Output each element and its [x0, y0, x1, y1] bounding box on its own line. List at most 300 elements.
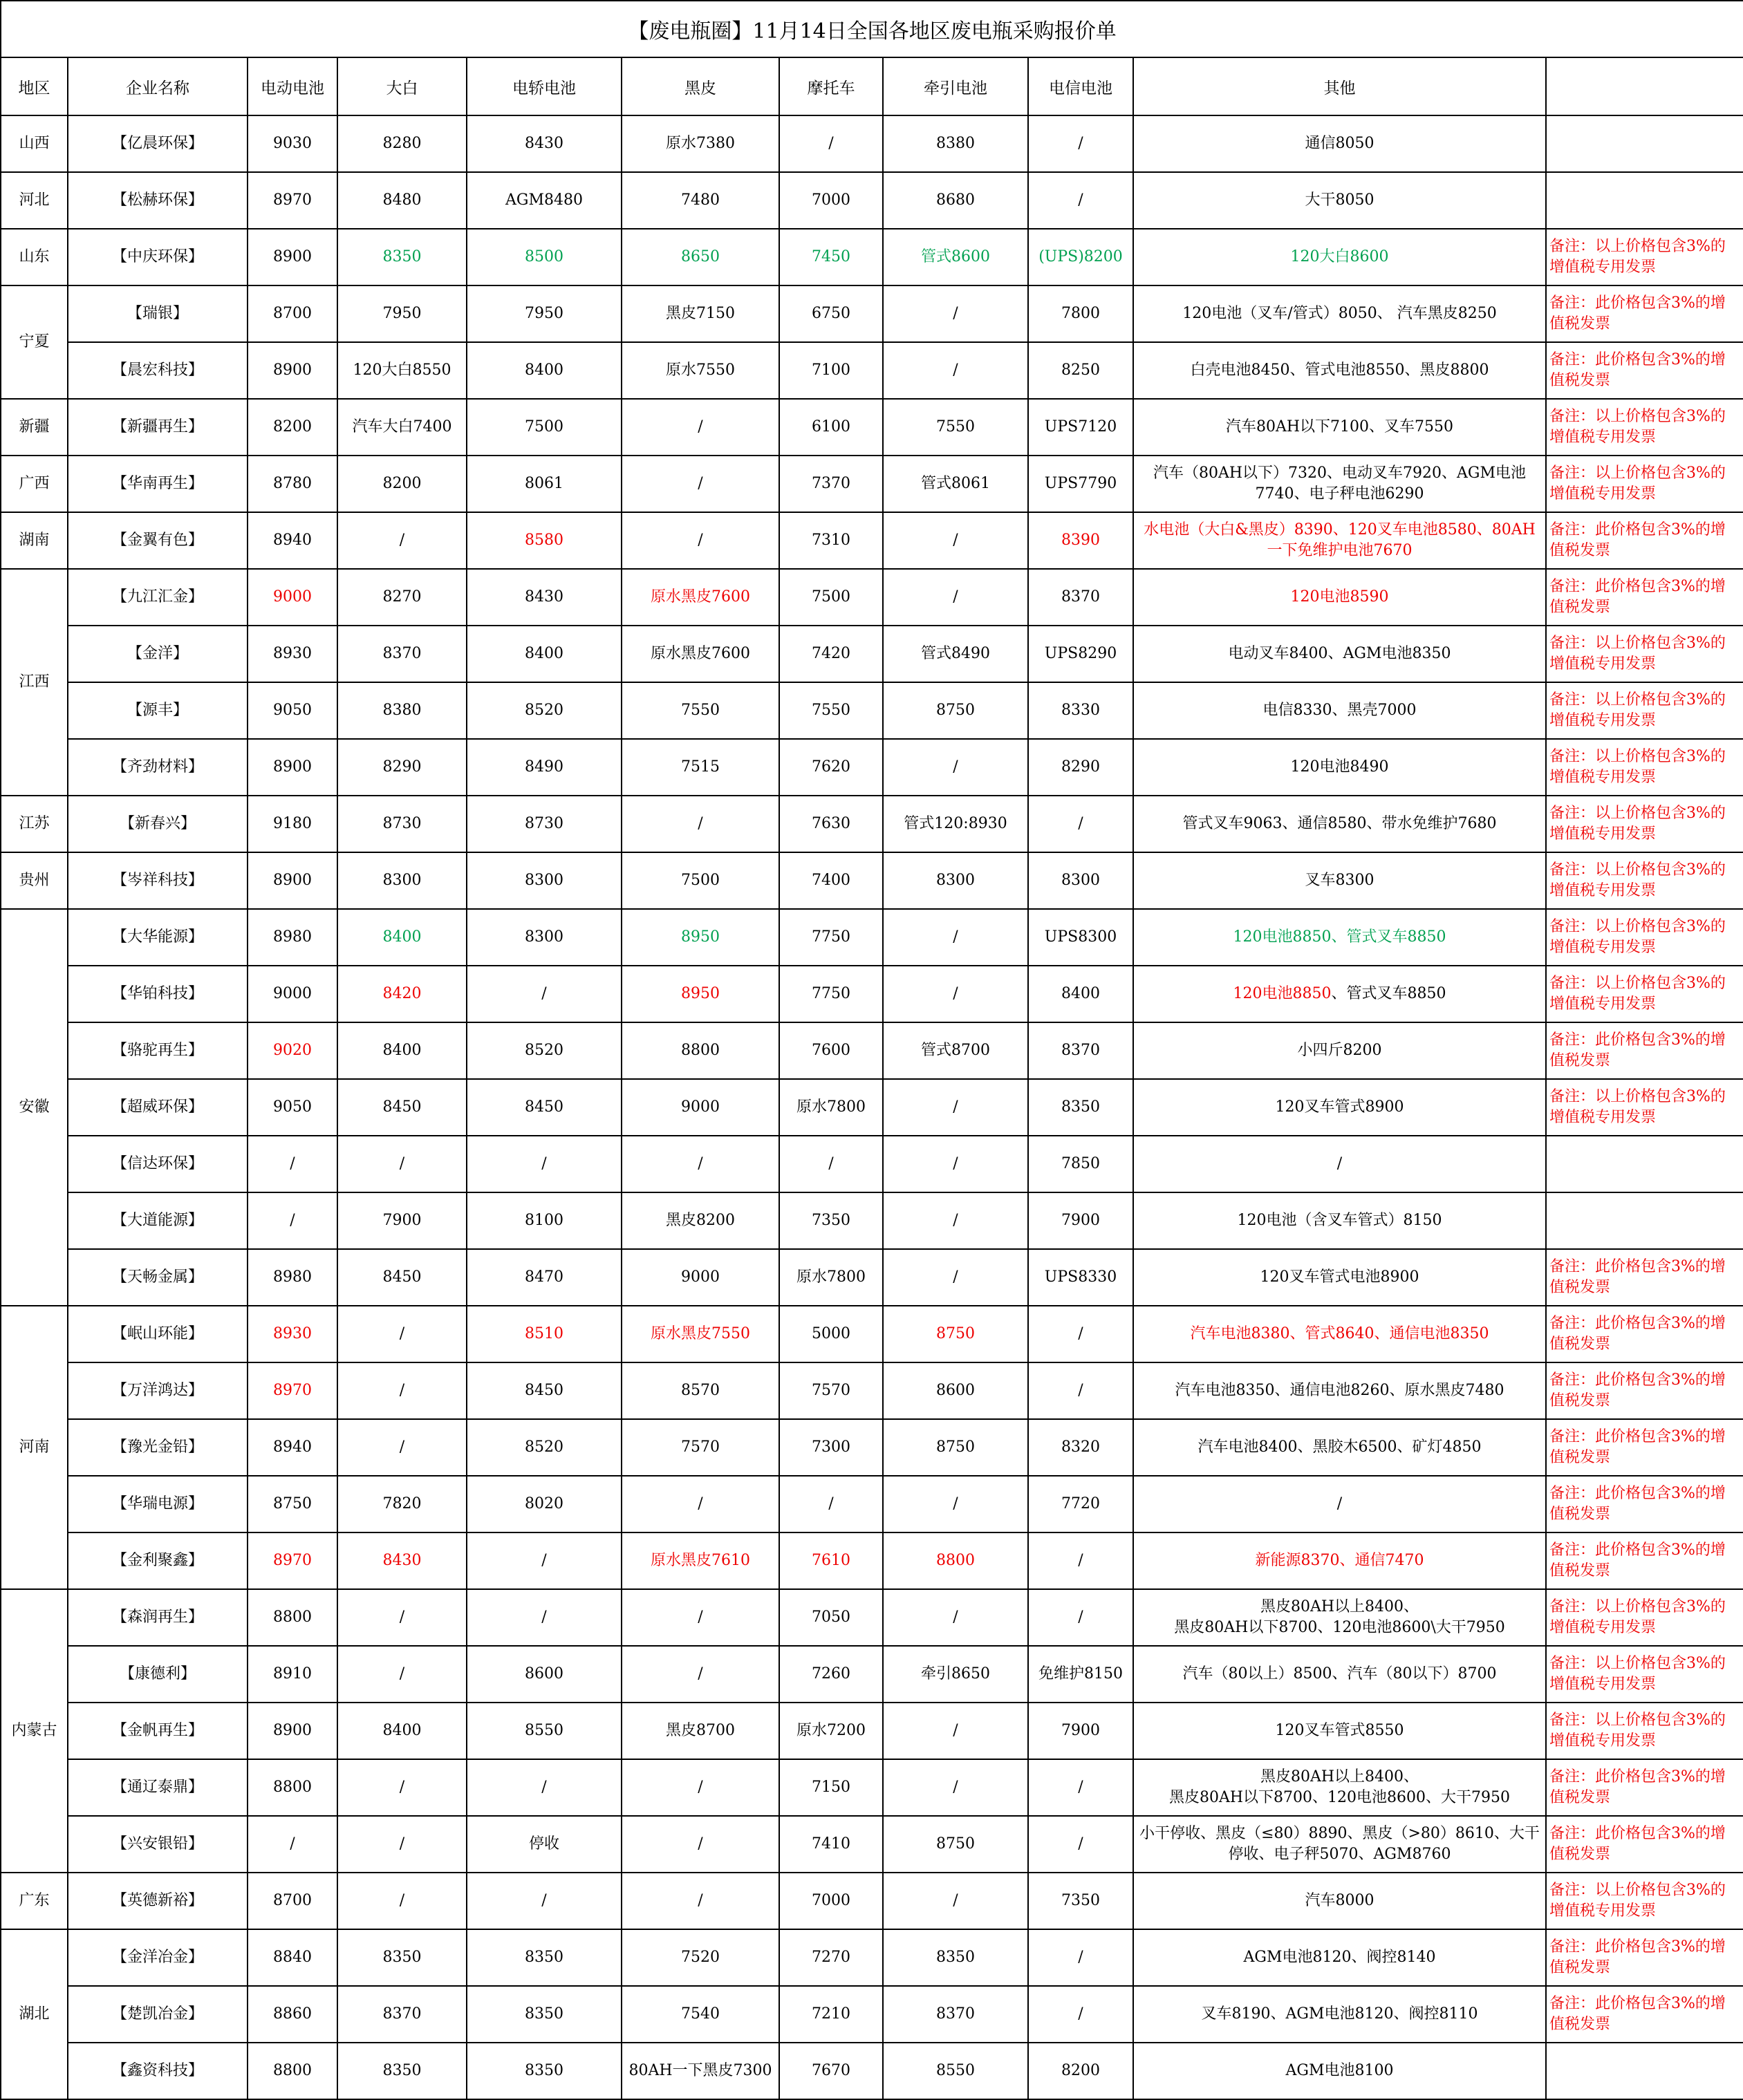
traction-battery-cell: /	[883, 1476, 1028, 1532]
telecom-battery-cell: 8290	[1028, 739, 1133, 796]
traction-battery-cell: 管式8490	[883, 626, 1028, 682]
traction-battery-cell: /	[883, 1249, 1028, 1306]
electric-battery-cell: 8940	[248, 512, 337, 569]
motorcycle-cell: 6100	[779, 399, 883, 456]
other-cell: 汽车80AH以下7100、叉车7550	[1133, 399, 1546, 456]
electric-battery-cell: 8800	[248, 2043, 337, 2099]
note-cell: 备注：此价格包含3%的增值税发票	[1546, 1759, 1743, 1816]
other-cell: 汽车（80以上）8500、汽车（80以下）8700	[1133, 1646, 1546, 1703]
other-cell: 小干停收、黑皮（≤80）8890、黑皮（>80）8610、大干停收、电子秤5070、AGM8760	[1133, 1816, 1546, 1873]
electric-battery-cell: /	[248, 1816, 337, 1873]
motorcycle-cell: 7050	[779, 1589, 883, 1646]
other-cell: 汽车8000	[1133, 1873, 1546, 1929]
traction-battery-cell: /	[883, 1703, 1028, 1759]
heipi-cell: 8950	[622, 909, 779, 966]
other-cell: 120叉车管式8900	[1133, 1079, 1546, 1136]
company-cell: 【通辽泰鼎】	[68, 1759, 248, 1816]
sedan-battery-cell: 8730	[467, 796, 622, 852]
motorcycle-cell: 5000	[779, 1306, 883, 1362]
region-cell: 宁夏	[1, 285, 68, 399]
table-row	[1, 682, 1743, 739]
other-cell: 汽车电池8350、通信电池8260、原水黑皮7480	[1133, 1362, 1546, 1419]
company-cell: 【英德新裕】	[68, 1873, 248, 1929]
note-cell: 备注：以上价格包含3%的增值税专用发票	[1546, 1873, 1743, 1929]
motorcycle-cell: 7500	[779, 569, 883, 626]
company-cell: 【源丰】	[68, 682, 248, 739]
note-cell	[1546, 115, 1743, 172]
electric-battery-cell: 8840	[248, 1929, 337, 1986]
company-cell: 【齐劲材料】	[68, 739, 248, 796]
electric-battery-cell: 8980	[248, 1249, 337, 1306]
motorcycle-cell: 7550	[779, 682, 883, 739]
sedan-battery-cell: /	[467, 1589, 622, 1646]
company-cell: 【九江汇金】	[68, 569, 248, 626]
electric-battery-cell: 8970	[248, 1362, 337, 1419]
table-row	[1, 172, 1743, 229]
telecom-battery-cell: (UPS)8200	[1028, 229, 1133, 285]
heipi-cell: /	[622, 1646, 779, 1703]
motorcycle-cell: 7000	[779, 172, 883, 229]
motorcycle-cell: 7260	[779, 1646, 883, 1703]
traction-battery-header: 牵引电池	[883, 57, 1028, 115]
other-cell: 水电池（大白&黑皮）8390、120叉车电池8580、80AH一下免维护电池7670	[1133, 512, 1546, 569]
region-cell: 湖北	[1, 1929, 68, 2099]
note-cell: 备注：此价格包含3%的增值税发票	[1546, 1929, 1743, 1986]
note-cell: 备注：以上价格包含3%的增值税专用发票	[1546, 682, 1743, 739]
company-cell: 【超威环保】	[68, 1079, 248, 1136]
region-header: 地区	[1, 57, 68, 115]
heipi-cell: /	[622, 512, 779, 569]
dabai-cell: 8270	[337, 569, 467, 626]
note-cell	[1546, 1192, 1743, 1249]
table-row	[1, 399, 1743, 456]
telecom-battery-cell: /	[1028, 1362, 1133, 1419]
motorcycle-header: 摩托车	[779, 57, 883, 115]
motorcycle-cell: 7310	[779, 512, 883, 569]
electric-battery-cell: 8800	[248, 1589, 337, 1646]
company-cell: 【金洋】	[68, 626, 248, 682]
other-cell: AGM电池8120、阀控8140	[1133, 1929, 1546, 1986]
table-row	[1, 115, 1743, 172]
table-row	[1, 1646, 1743, 1703]
table-row	[1, 285, 1743, 342]
sedan-battery-cell: 8470	[467, 1249, 622, 1306]
region-cell: 安徽	[1, 909, 68, 1306]
dabai-cell: 8400	[337, 909, 467, 966]
company-cell: 【信达环保】	[68, 1136, 248, 1192]
traction-battery-cell: /	[883, 569, 1028, 626]
telecom-battery-cell: 8390	[1028, 512, 1133, 569]
sedan-battery-cell: 停收	[467, 1816, 622, 1873]
electric-battery-cell: 8860	[248, 1986, 337, 2043]
other-cell: 120大白8600	[1133, 229, 1546, 285]
dabai-cell: 7950	[337, 285, 467, 342]
heipi-cell: /	[622, 1589, 779, 1646]
traction-battery-cell: 8350	[883, 1929, 1028, 1986]
motorcycle-cell: 7270	[779, 1929, 883, 1986]
sedan-battery-cell: 8490	[467, 739, 622, 796]
heipi-cell: 原水黑皮7600	[622, 626, 779, 682]
company-cell: 【大道能源】	[68, 1192, 248, 1249]
dabai-cell: 8300	[337, 852, 467, 909]
other-cell: 电动叉车8400、AGM电池8350	[1133, 626, 1546, 682]
heipi-cell: 原水黑皮7610	[622, 1532, 779, 1589]
sedan-battery-cell: 8500	[467, 229, 622, 285]
region-cell: 新疆	[1, 399, 68, 456]
electric-battery-cell: 8800	[248, 1759, 337, 1816]
electric-battery-cell: 8930	[248, 1306, 337, 1362]
electric-battery-cell: 9000	[248, 569, 337, 626]
table-row	[1, 342, 1743, 399]
traction-battery-cell: 8750	[883, 1306, 1028, 1362]
other-cell: 小四斤8200	[1133, 1022, 1546, 1079]
telecom-battery-cell: UPS7790	[1028, 456, 1133, 512]
traction-battery-cell: 8800	[883, 1532, 1028, 1589]
traction-battery-cell: 牵引8650	[883, 1646, 1028, 1703]
traction-battery-cell: /	[883, 1192, 1028, 1249]
dabai-cell: 8200	[337, 456, 467, 512]
company-cell: 【森润再生】	[68, 1589, 248, 1646]
traction-battery-cell: 7550	[883, 399, 1028, 456]
other-cell: 管式叉车9063、通信8580、带水免维护7680	[1133, 796, 1546, 852]
electric-battery-header: 电动电池	[248, 57, 337, 115]
company-cell: 【华铂科技】	[68, 966, 248, 1022]
sedan-battery-cell: 8350	[467, 1986, 622, 2043]
company-cell: 【松赫环保】	[68, 172, 248, 229]
company-cell: 【兴安银铅】	[68, 1816, 248, 1873]
sedan-battery-cell: 7950	[467, 285, 622, 342]
traction-battery-cell: /	[883, 1136, 1028, 1192]
company-cell: 【新春兴】	[68, 796, 248, 852]
dabai-cell: 8420	[337, 966, 467, 1022]
note-cell: 备注：以上价格包含3%的增值税专用发票	[1546, 456, 1743, 512]
dabai-cell: /	[337, 1589, 467, 1646]
telecom-battery-cell: /	[1028, 1589, 1133, 1646]
dabai-cell: 7900	[337, 1192, 467, 1249]
telecom-battery-cell: 7720	[1028, 1476, 1133, 1532]
heipi-cell: /	[622, 456, 779, 512]
dabai-cell: 8730	[337, 796, 467, 852]
heipi-cell: 黑皮8200	[622, 1192, 779, 1249]
company-cell: 【晨宏科技】	[68, 342, 248, 399]
note-cell: 备注：此价格包含3%的增值税发票	[1546, 569, 1743, 626]
sedan-battery-cell: 8580	[467, 512, 622, 569]
note-cell: 备注：此价格包含3%的增值税发票	[1546, 1249, 1743, 1306]
heipi-cell: 7540	[622, 1986, 779, 2043]
other-cell: 汽车（80AH以下）7320、电动叉车7920、AGM电池7740、电子秤电池6290	[1133, 456, 1546, 512]
sedan-battery-cell: 8350	[467, 2043, 622, 2099]
dabai-header: 大白	[337, 57, 467, 115]
motorcycle-cell: 7410	[779, 1816, 883, 1873]
dabai-cell: /	[337, 1136, 467, 1192]
sedan-battery-cell: AGM8480	[467, 172, 622, 229]
telecom-battery-cell: /	[1028, 1306, 1133, 1362]
region-cell: 山西	[1, 115, 68, 172]
table-row	[1, 569, 1743, 626]
heipi-cell: /	[622, 1476, 779, 1532]
other-cell: 电信8330、黑壳7000	[1133, 682, 1546, 739]
telecom-battery-cell: UPS8290	[1028, 626, 1133, 682]
traction-battery-cell: 8750	[883, 1419, 1028, 1476]
traction-battery-cell: /	[883, 1079, 1028, 1136]
sedan-battery-cell: 8400	[467, 626, 622, 682]
company-cell: 【金利聚鑫】	[68, 1532, 248, 1589]
heipi-cell: /	[622, 1136, 779, 1192]
traction-battery-cell: /	[883, 1759, 1028, 1816]
motorcycle-cell: 7620	[779, 739, 883, 796]
dabai-cell: 8370	[337, 1986, 467, 2043]
electric-battery-cell: 8900	[248, 229, 337, 285]
electric-battery-cell: 8970	[248, 172, 337, 229]
dabai-cell: 8450	[337, 1249, 467, 1306]
dabai-cell: /	[337, 1419, 467, 1476]
heipi-cell: /	[622, 1759, 779, 1816]
telecom-battery-cell: 7350	[1028, 1873, 1133, 1929]
table-row	[1, 1929, 1743, 1986]
electric-battery-cell: 8900	[248, 1703, 337, 1759]
telecom-battery-cell: 7900	[1028, 1192, 1133, 1249]
heipi-cell: 7570	[622, 1419, 779, 1476]
heipi-cell: 8650	[622, 229, 779, 285]
telecom-battery-cell: UPS8330	[1028, 1249, 1133, 1306]
telecom-battery-cell: 8320	[1028, 1419, 1133, 1476]
sedan-battery-cell: 8520	[467, 682, 622, 739]
note-cell	[1546, 172, 1743, 229]
sedan-battery-cell: 8600	[467, 1646, 622, 1703]
other-cell: 汽车电池8400、黑胶木6500、矿灯4850	[1133, 1419, 1546, 1476]
sheet-title: 【废电瓶圈】11月14日全国各地区废电瓶采购报价单	[1, 1, 1743, 57]
table-row	[1, 1079, 1743, 1136]
company-cell: 【骆驼再生】	[68, 1022, 248, 1079]
motorcycle-cell: 7570	[779, 1362, 883, 1419]
electric-battery-cell: 8700	[248, 285, 337, 342]
sedan-battery-cell: 8520	[467, 1419, 622, 1476]
telecom-battery-cell: UPS8300	[1028, 909, 1133, 966]
sedan-battery-cell: 8510	[467, 1306, 622, 1362]
note-cell: 备注：以上价格包含3%的增值税专用发票	[1546, 966, 1743, 1022]
region-cell: 江西	[1, 569, 68, 796]
note-cell: 备注：以上价格包含3%的增值税专用发票	[1546, 229, 1743, 285]
telecom-battery-cell: /	[1028, 1759, 1133, 1816]
heipi-cell: /	[622, 1873, 779, 1929]
motorcycle-cell: 7300	[779, 1419, 883, 1476]
sedan-battery-cell: 8350	[467, 1929, 622, 1986]
table-row	[1, 1476, 1743, 1532]
electric-battery-cell: 9020	[248, 1022, 337, 1079]
electric-battery-cell: 9030	[248, 115, 337, 172]
company-cell: 【岷山环能】	[68, 1306, 248, 1362]
region-cell: 河南	[1, 1306, 68, 1589]
sedan-battery-cell: /	[467, 1136, 622, 1192]
traction-battery-cell: 8380	[883, 115, 1028, 172]
dabai-cell: 8450	[337, 1079, 467, 1136]
dabai-cell: 8350	[337, 2043, 467, 2099]
note-cell: 备注：此价格包含3%的增值税发票	[1546, 1362, 1743, 1419]
company-cell: 【亿晨环保】	[68, 115, 248, 172]
telecom-battery-cell: 8200	[1028, 2043, 1133, 2099]
motorcycle-cell: 7350	[779, 1192, 883, 1249]
other-cell: 新能源8370、通信7470	[1133, 1532, 1546, 1589]
heipi-cell: 黑皮8700	[622, 1703, 779, 1759]
other-cell: 120电池（叉车/管式）8050、 汽车黑皮8250	[1133, 285, 1546, 342]
region-cell: 湖南	[1, 512, 68, 569]
company-cell: 【康德利】	[68, 1646, 248, 1703]
dabai-cell: /	[337, 1306, 467, 1362]
note-cell: 备注：以上价格包含3%的增值税专用发票	[1546, 1703, 1743, 1759]
sedan-battery-cell: /	[467, 1873, 622, 1929]
dabai-cell: /	[337, 1759, 467, 1816]
sedan-battery-cell: 8020	[467, 1476, 622, 1532]
table-row	[1, 739, 1743, 796]
heipi-cell: 7500	[622, 852, 779, 909]
telecom-battery-cell: 8300	[1028, 852, 1133, 909]
telecom-battery-cell: /	[1028, 1986, 1133, 2043]
table-row	[1, 909, 1743, 966]
traction-battery-cell: 管式8061	[883, 456, 1028, 512]
dabai-cell: 8280	[337, 115, 467, 172]
electric-battery-cell: 8940	[248, 1419, 337, 1476]
company-cell: 【华瑞电源】	[68, 1476, 248, 1532]
motorcycle-cell: 7750	[779, 966, 883, 1022]
dabai-cell: /	[337, 1873, 467, 1929]
telecom-battery-cell: UPS7120	[1028, 399, 1133, 456]
electric-battery-cell: 8700	[248, 1873, 337, 1929]
electric-battery-cell: 8980	[248, 909, 337, 966]
note-cell: 备注：以上价格包含3%的增值税专用发票	[1546, 909, 1743, 966]
motorcycle-cell: 6750	[779, 285, 883, 342]
table-row	[1, 1986, 1743, 2043]
region-cell: 江苏	[1, 796, 68, 852]
telecom-battery-cell: /	[1028, 115, 1133, 172]
dabai-cell: 8350	[337, 1929, 467, 1986]
traction-battery-cell: /	[883, 1589, 1028, 1646]
traction-battery-cell: 管式120:8930	[883, 796, 1028, 852]
note-cell: 备注：以上价格包含3%的增值税专用发票	[1546, 739, 1743, 796]
traction-battery-cell: /	[883, 909, 1028, 966]
dabai-cell: /	[337, 1362, 467, 1419]
note-cell: 备注：以上价格包含3%的增值税专用发票	[1546, 1079, 1743, 1136]
motorcycle-cell: 7370	[779, 456, 883, 512]
electric-battery-cell: 8900	[248, 739, 337, 796]
note-cell: 备注：以上价格包含3%的增值税专用发票	[1546, 796, 1743, 852]
electric-battery-cell: 9050	[248, 682, 337, 739]
company-cell: 【华南再生】	[68, 456, 248, 512]
note-cell	[1546, 2043, 1743, 2099]
electric-battery-cell: 8930	[248, 626, 337, 682]
note-cell: 备注：以上价格包含3%的增值税专用发票	[1546, 626, 1743, 682]
telecom-battery-cell: 8400	[1028, 966, 1133, 1022]
electric-battery-cell: 8910	[248, 1646, 337, 1703]
other-cell	[1133, 966, 1546, 1022]
region-cell: 贵州	[1, 852, 68, 909]
other-cell: 120电池（含叉车管式）8150	[1133, 1192, 1546, 1249]
table-row	[1, 1136, 1743, 1192]
other-cell: 120叉车管式8550	[1133, 1703, 1546, 1759]
table-row	[1, 1532, 1743, 1589]
table-row	[1, 1249, 1743, 1306]
telecom-battery-cell: 8250	[1028, 342, 1133, 399]
other-cell: 汽车电池8380、管式8640、通信电池8350	[1133, 1306, 1546, 1362]
telecom-battery-cell: /	[1028, 1532, 1133, 1589]
company-cell: 【岑祥科技】	[68, 852, 248, 909]
company-cell: 【金洋冶金】	[68, 1929, 248, 1986]
electric-battery-cell: 9180	[248, 796, 337, 852]
sedan-battery-cell: 8430	[467, 115, 622, 172]
note-header	[1546, 57, 1743, 115]
motorcycle-cell: /	[779, 1476, 883, 1532]
region-cell: 内蒙古	[1, 1589, 68, 1873]
dabai-cell: 8430	[337, 1532, 467, 1589]
sedan-battery-cell: 8520	[467, 1022, 622, 1079]
dabai-cell: 8370	[337, 626, 467, 682]
motorcycle-cell: 7630	[779, 796, 883, 852]
note-cell: 备注：此价格包含3%的增值税发票	[1546, 512, 1743, 569]
heipi-cell: 7520	[622, 1929, 779, 1986]
motorcycle-cell: /	[779, 115, 883, 172]
region-cell: 广东	[1, 1873, 68, 1929]
telecom-battery-cell: /	[1028, 172, 1133, 229]
telecom-battery-cell: 8370	[1028, 569, 1133, 626]
traction-battery-cell: 8750	[883, 682, 1028, 739]
note-cell: 备注：此价格包含3%的增值税发票	[1546, 1986, 1743, 2043]
motorcycle-cell: 7210	[779, 1986, 883, 2043]
table-row	[1, 456, 1743, 512]
sedan-battery-cell: 8400	[467, 342, 622, 399]
motorcycle-cell: 7150	[779, 1759, 883, 1816]
heipi-cell: 8570	[622, 1362, 779, 1419]
other-cell: 大干8050	[1133, 172, 1546, 229]
traction-battery-cell: 8600	[883, 1362, 1028, 1419]
sedan-battery-cell: /	[467, 1532, 622, 1589]
sedan-battery-cell: 8430	[467, 569, 622, 626]
note-cell: 备注：此价格包含3%的增值税发票	[1546, 1476, 1743, 1532]
note-cell: 备注：此价格包含3%的增值税发票	[1546, 342, 1743, 399]
heipi-cell: /	[622, 796, 779, 852]
note-cell: 备注：以上价格包含3%的增值税专用发票	[1546, 1589, 1743, 1646]
other-cell: /	[1133, 1476, 1546, 1532]
telecom-battery-cell: 8330	[1028, 682, 1133, 739]
region-cell: 广西	[1, 456, 68, 512]
heipi-cell: /	[622, 399, 779, 456]
sedan-battery-cell: 8061	[467, 456, 622, 512]
heipi-cell: 8950	[622, 966, 779, 1022]
motorcycle-cell: 原水7200	[779, 1703, 883, 1759]
motorcycle-cell: 原水7800	[779, 1079, 883, 1136]
motorcycle-cell: 7420	[779, 626, 883, 682]
table-row	[1, 1873, 1743, 1929]
other-cell: 120叉车管式电池8900	[1133, 1249, 1546, 1306]
heipi-cell: 8800	[622, 1022, 779, 1079]
table-row	[1, 1703, 1743, 1759]
traction-battery-cell: /	[883, 512, 1028, 569]
other-cell: 白壳电池8450、管式电池8550、黑皮8800	[1133, 342, 1546, 399]
sedan-battery-cell: 8450	[467, 1362, 622, 1419]
telecom-battery-cell: 免维护8150	[1028, 1646, 1133, 1703]
note-cell: 备注：以上价格包含3%的增值税专用发票	[1546, 852, 1743, 909]
heipi-cell: 原水7380	[622, 115, 779, 172]
sedan-battery-cell: 8550	[467, 1703, 622, 1759]
sedan-battery-cell: 8300	[467, 852, 622, 909]
highlight-part: 120电池8850	[1233, 985, 1332, 1002]
note-cell: 备注：此价格包含3%的增值税发票	[1546, 285, 1743, 342]
heipi-cell: 9000	[622, 1249, 779, 1306]
dabai-cell: /	[337, 512, 467, 569]
telecom-battery-cell: 7850	[1028, 1136, 1133, 1192]
other-cell: 叉车8190、AGM电池8120、阀控8110	[1133, 1986, 1546, 2043]
table-row	[1, 512, 1743, 569]
sedan-battery-header: 电轿电池	[467, 57, 622, 115]
table-row	[1, 1759, 1743, 1816]
